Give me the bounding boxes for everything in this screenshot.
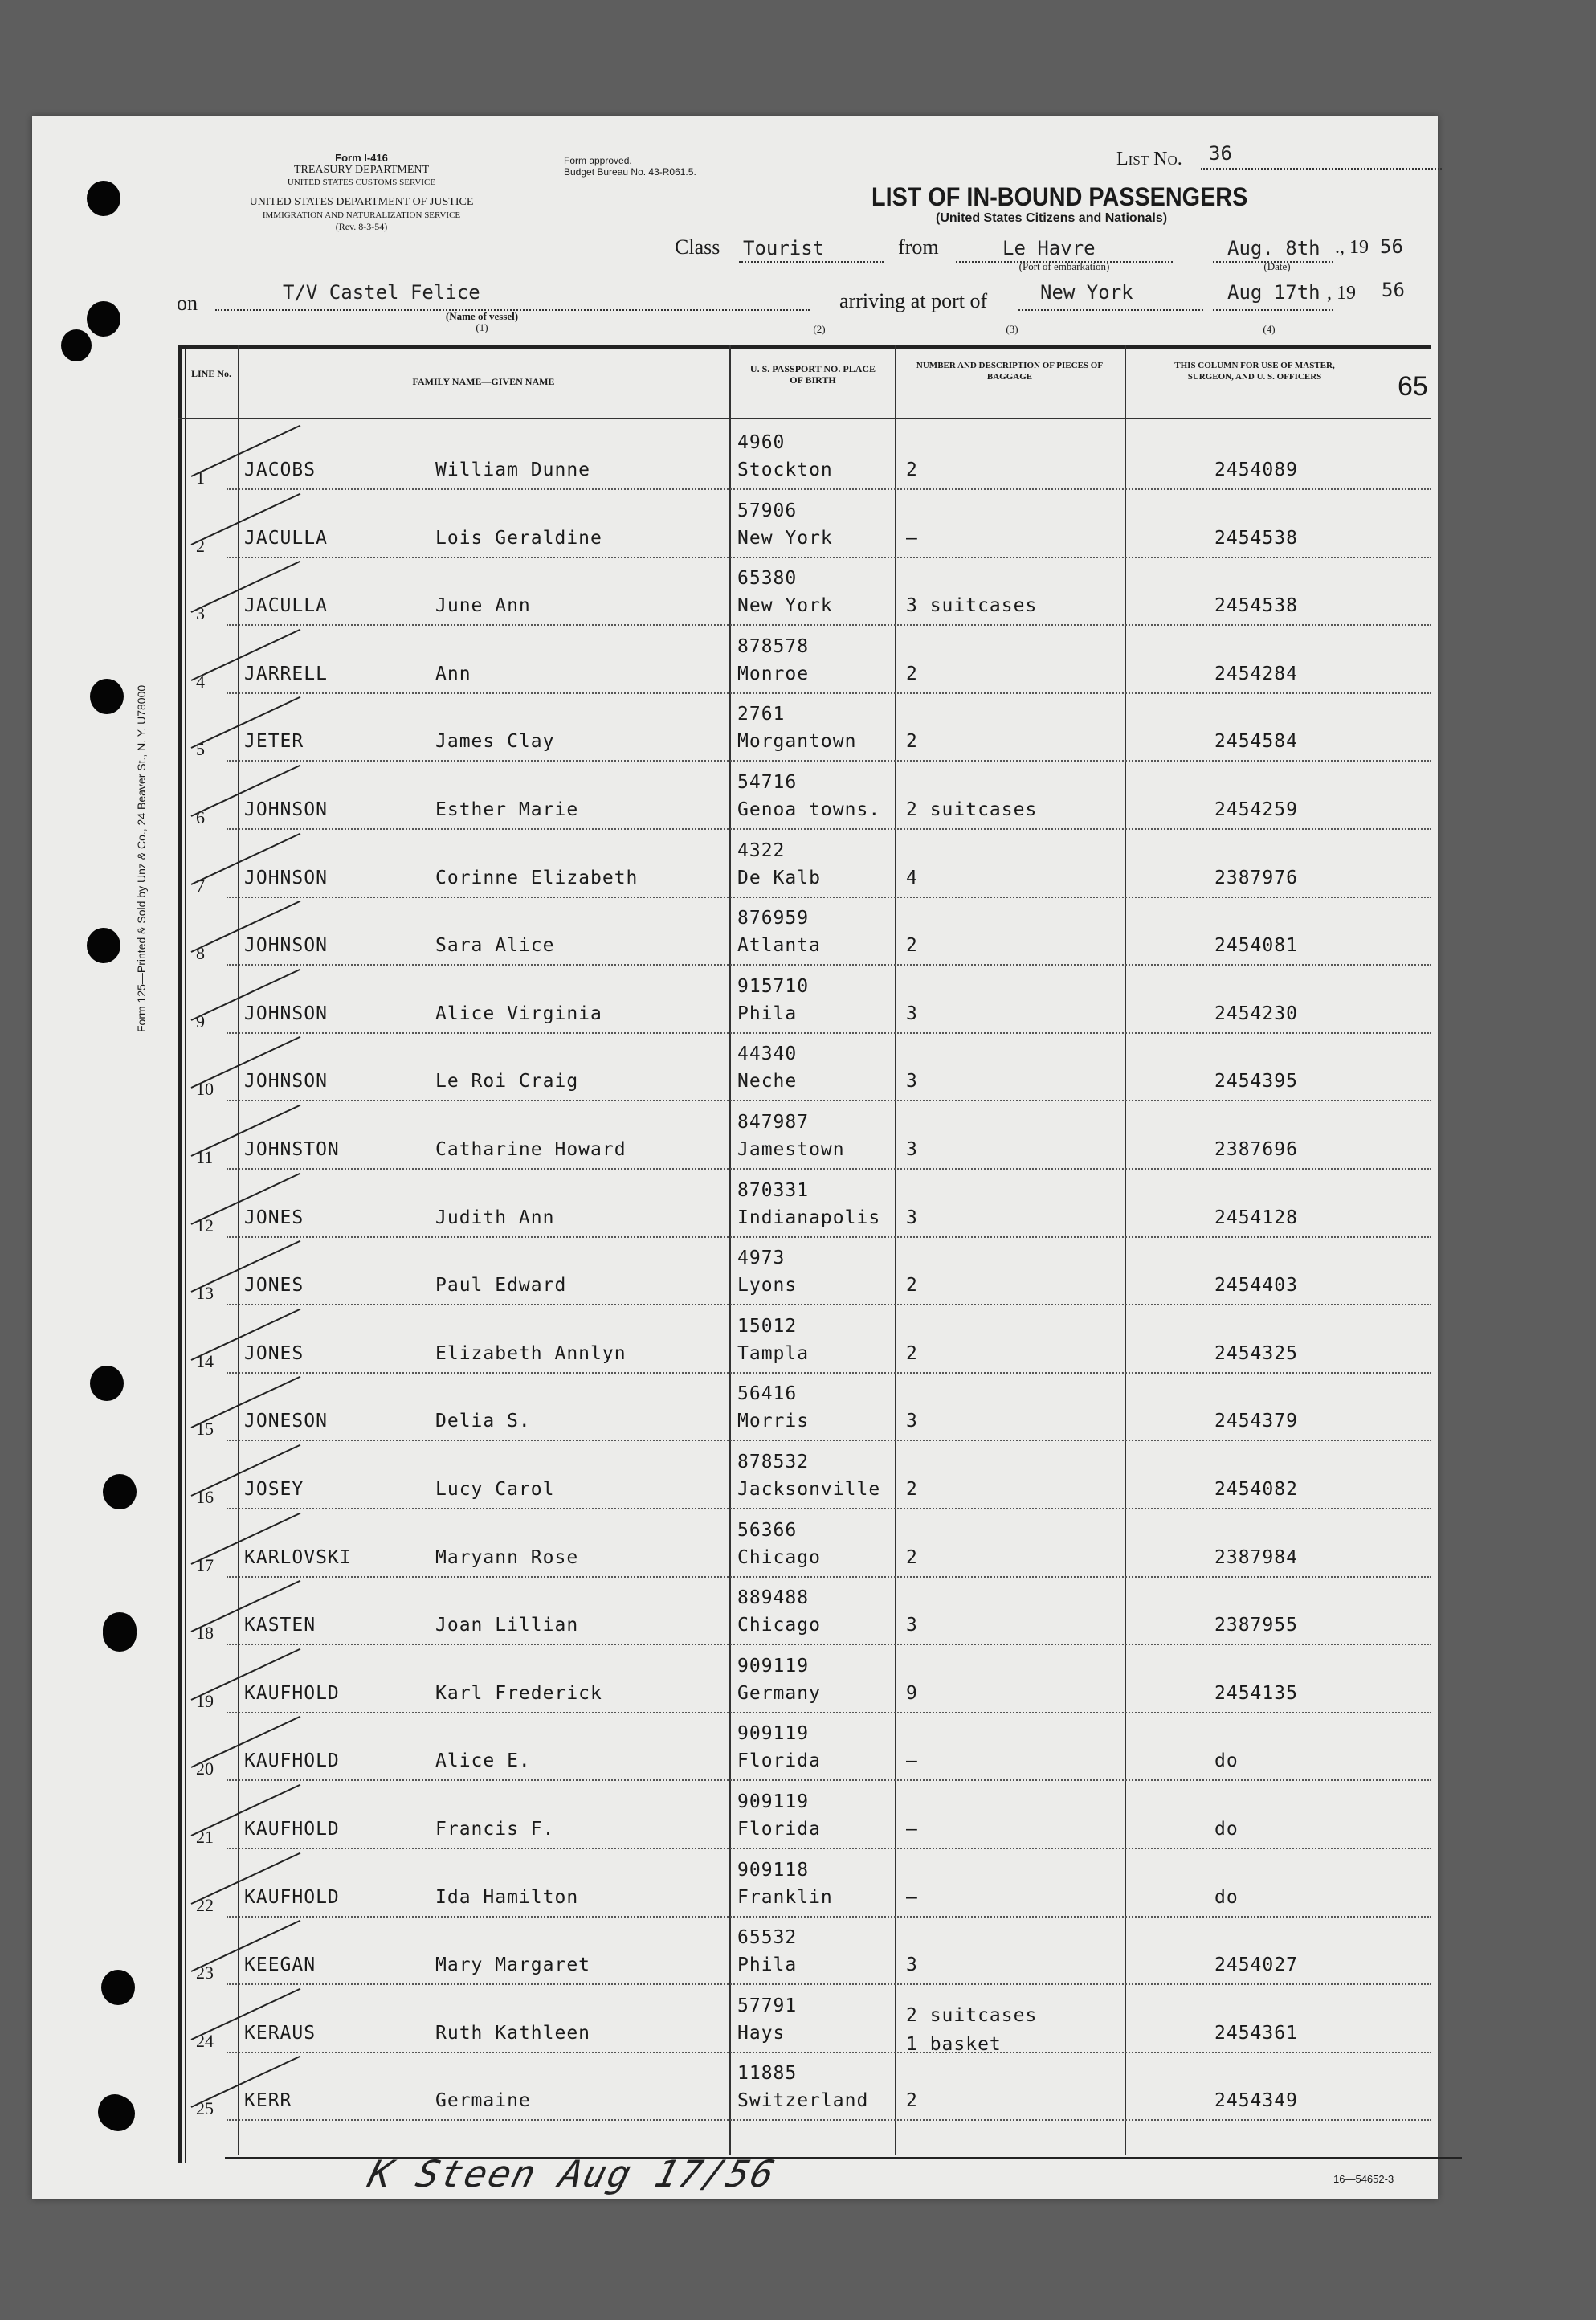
given-name: Paul Edward	[435, 1275, 567, 1297]
header-passport: U. S. PASSPORT NO. PLACE OF BIRTH	[749, 363, 876, 386]
binder-hole	[87, 301, 120, 337]
family-name: JONESON	[244, 1411, 328, 1432]
passport-number: 909119	[737, 1655, 810, 1677]
family-name: KEEGAN	[244, 1954, 316, 1976]
officer-code: 2454395	[1214, 1071, 1298, 1093]
table-row	[178, 762, 1431, 830]
binder-hole	[90, 1366, 124, 1401]
family-name: KAUFHOLD	[244, 1682, 340, 1704]
binder-hole	[101, 1970, 135, 2005]
place-of-birth: Indianapolis	[737, 1207, 881, 1228]
passport-number: 915710	[737, 975, 810, 997]
table-row	[178, 1782, 1431, 1849]
baggage: 3	[906, 1411, 918, 1432]
passport-number: 909119	[737, 1791, 810, 1812]
given-name: Elizabeth Annlyn	[435, 1342, 627, 1364]
page-subtitle: (United States Citizens and Nationals)	[936, 211, 1168, 225]
approved-label: Form approved.	[564, 155, 632, 166]
family-name: JETER	[244, 731, 304, 753]
place-of-birth: Chicago	[737, 1615, 821, 1636]
footer-code: 16—54652-3	[1333, 2173, 1394, 2185]
line-number: 3	[196, 603, 205, 624]
given-name: Lucy Carol	[435, 1479, 555, 1500]
officer-code: 2454361	[1214, 2022, 1298, 2044]
place-of-birth: Lyons	[737, 1275, 798, 1297]
place-of-birth: Jamestown	[737, 1139, 845, 1160]
table-row	[178, 1034, 1431, 1101]
place-of-birth: Chicago	[737, 1546, 821, 1568]
passport-number: 847987	[737, 1112, 810, 1133]
list-no-value: 36	[1209, 142, 1232, 165]
family-name: JACOBS	[244, 460, 316, 480]
officer-code: 2454349	[1214, 2090, 1298, 2112]
given-name: Alice E.	[435, 1750, 531, 1772]
table-row	[178, 1713, 1431, 1781]
baggage: 3	[906, 1139, 918, 1160]
passport-number: 56366	[737, 1519, 798, 1541]
date-caption: (Date)	[1263, 260, 1291, 272]
family-name: JOHNSTON	[244, 1139, 340, 1160]
given-name: Ida Hamilton	[435, 1886, 579, 1908]
officer-code: 2454584	[1214, 731, 1298, 753]
passport-number: 4322	[737, 839, 786, 861]
passport-number: 878578	[737, 635, 810, 657]
officer-code: 2387976	[1214, 867, 1298, 888]
table-row	[178, 1510, 1431, 1578]
line-number: 23	[196, 1963, 214, 1983]
place-of-birth: Switzerland	[737, 2090, 869, 2112]
officer-code: 2454128	[1214, 1207, 1298, 1228]
line-number: 15	[196, 1419, 214, 1440]
given-name: Karl Frederick	[435, 1682, 602, 1704]
place-of-birth: Stockton	[737, 460, 833, 480]
officer-code: 2454538	[1214, 595, 1298, 617]
family-name: JOHNSON	[244, 799, 328, 820]
officer-code: do	[1214, 1750, 1239, 1772]
place-of-birth: Atlanta	[737, 935, 821, 957]
line-number: 24	[196, 2030, 214, 2051]
officer-code: 2454284	[1214, 663, 1298, 684]
table-row	[178, 966, 1431, 1034]
header-officers: THIS COLUMN FOR USE OF MASTER, SURGEON, AND U. S. OFFICERS	[1174, 361, 1335, 382]
passport-number: 909119	[737, 1723, 810, 1745]
vessel-caption: (Name of vessel)	[445, 310, 519, 322]
given-name: Judith Ann	[435, 1207, 555, 1228]
table-row	[178, 1306, 1431, 1374]
table-row	[178, 1374, 1431, 1441]
place-of-birth: Hays	[737, 2022, 786, 2044]
header-name: FAMILY NAME—GIVEN NAME	[412, 376, 555, 387]
place-of-birth: Tampla	[737, 1342, 810, 1364]
family-name: JONES	[244, 1275, 304, 1297]
form-number: Form I-416	[335, 152, 388, 164]
table-row	[178, 1238, 1431, 1305]
officer-code: 2454027	[1214, 1954, 1298, 1976]
family-name: JOHNSON	[244, 867, 328, 888]
table-row	[178, 831, 1431, 898]
given-name: Francis F.	[435, 1819, 555, 1840]
place-of-birth: Phila	[737, 1003, 798, 1024]
given-name: Mary Margaret	[435, 1954, 591, 1976]
form-page	[32, 116, 1438, 2199]
place-of-birth: Franklin	[737, 1886, 833, 1908]
binder-hole	[87, 928, 120, 963]
from-label: from	[898, 235, 939, 259]
line-number: 19	[196, 1690, 214, 1711]
given-name: Corinne Elizabeth	[435, 867, 639, 888]
officer-code: 2454082	[1214, 1479, 1298, 1500]
place-of-birth: Genoa towns.	[737, 799, 881, 820]
passport-number: 65380	[737, 568, 798, 590]
place-of-birth: Florida	[737, 1819, 821, 1840]
passport-number: 65532	[737, 1927, 798, 1949]
baggage: 2	[906, 731, 918, 753]
page-title: LIST OF IN-BOUND PASSENGERS	[871, 182, 1248, 211]
given-name: Catharine Howard	[435, 1139, 627, 1160]
page-number: 65	[1398, 371, 1428, 402]
passport-number: 909118	[737, 1859, 810, 1881]
baggage: 3	[906, 1071, 918, 1093]
baggage: 2	[906, 1275, 918, 1297]
family-name: JONES	[244, 1342, 304, 1364]
given-name: Joan Lillian	[435, 1615, 579, 1636]
table-row	[178, 558, 1431, 626]
baggage: 2	[906, 1546, 918, 1568]
officer-code: 2454089	[1214, 460, 1298, 480]
officer-code: 2454135	[1214, 1682, 1298, 1704]
line-number: 6	[196, 807, 205, 827]
binder-hole	[87, 181, 120, 216]
given-name: William Dunne	[435, 460, 591, 480]
baggage: 3	[906, 1207, 918, 1228]
table-row	[178, 627, 1431, 694]
revision: (Rev. 8-3-54)	[335, 221, 388, 232]
family-name: JOHNSON	[244, 1003, 328, 1024]
baggage: 2	[906, 1479, 918, 1500]
line-number: 8	[196, 943, 205, 964]
place-of-birth: Jacksonville	[737, 1479, 881, 1500]
given-name: Le Roi Craig	[435, 1071, 579, 1093]
given-name: Esther Marie	[435, 799, 579, 820]
line-number: 14	[196, 1350, 214, 1371]
table-row	[178, 491, 1431, 558]
line-number: 20	[196, 1758, 214, 1779]
arrival-year-prefix: , 19	[1327, 283, 1356, 304]
passport-number: 878532	[737, 1452, 810, 1472]
family-name: KERR	[244, 2090, 292, 2112]
given-name: Sara Alice	[435, 935, 555, 957]
budget-bureau: Budget Bureau No. 43-R061.5.	[564, 166, 696, 178]
printer-imprint: Form 125—Printed & Sold by Unz & Co., 24 Beaver St., N. Y. U78000	[135, 684, 148, 1032]
officer-code: 2454379	[1214, 1411, 1298, 1432]
table-row	[178, 423, 1431, 490]
officer-code: 2387984	[1214, 1546, 1298, 1568]
baggage: 2	[906, 935, 918, 957]
passport-number: 15012	[737, 1315, 798, 1337]
passport-number: 57906	[737, 500, 798, 521]
officer-code: 2454081	[1214, 935, 1298, 957]
passport-number: 876959	[737, 908, 810, 929]
baggage: 2	[906, 460, 918, 480]
baggage: 3	[906, 1003, 918, 1024]
place-of-birth: Germany	[737, 1682, 821, 1704]
place-of-birth: Morris	[737, 1411, 810, 1432]
departure-year: 56	[1380, 235, 1403, 258]
place-of-birth: Morgantown	[737, 731, 857, 753]
family-name: JARRELL	[244, 663, 328, 684]
handwritten-note: K Steen Aug 17/56	[364, 2152, 781, 2195]
line-number: 7	[196, 875, 205, 896]
baggage: —	[906, 1819, 918, 1840]
family-name: JONES	[244, 1207, 304, 1228]
family-name: KERAUS	[244, 2022, 316, 2044]
passport-number: 4973	[737, 1248, 786, 1269]
line-number: 21	[196, 1827, 214, 1847]
line-number: 16	[196, 1487, 214, 1507]
family-name: JOHNSON	[244, 1071, 328, 1093]
passport-number: 11885	[737, 2063, 798, 2085]
table-row	[178, 898, 1431, 966]
arrival-year: 56	[1382, 279, 1405, 301]
caption-3: (3)	[1006, 323, 1018, 335]
table-row	[178, 1918, 1431, 1985]
on-label: on	[177, 292, 198, 315]
place-of-birth: Neche	[737, 1071, 798, 1093]
baggage: 3	[906, 1615, 918, 1636]
officer-code: 2454259	[1214, 799, 1298, 820]
baggage: 2 suitcases	[906, 2004, 1038, 2026]
line-number: 13	[196, 1283, 214, 1304]
baggage: 3	[906, 1954, 918, 1976]
caption-1: (1)	[476, 321, 488, 333]
table-row	[178, 1850, 1431, 1918]
place-of-birth: New York	[737, 595, 833, 617]
baggage: 3 suitcases	[906, 595, 1038, 617]
baggage: 9	[906, 1682, 918, 1704]
place-of-birth: Florida	[737, 1750, 821, 1772]
baggage: 2 suitcases	[906, 799, 1038, 820]
family-name: JACULLA	[244, 527, 328, 549]
baggage: 4	[906, 867, 918, 888]
passport-number: 54716	[737, 772, 798, 793]
port-embarkation: Le Havre	[1002, 237, 1096, 259]
given-name: Germaine	[435, 2090, 531, 2112]
table-row	[178, 694, 1431, 762]
baggage-extra: 1 basket	[906, 2033, 1002, 2055]
family-name: KAUFHOLD	[244, 1819, 340, 1840]
baggage: —	[906, 1886, 918, 1908]
place-of-birth: Monroe	[737, 663, 810, 684]
family-name: KAUFHOLD	[244, 1750, 340, 1772]
line-number: 18	[196, 1623, 214, 1644]
binder-hole	[103, 1474, 137, 1509]
line-number: 9	[196, 1011, 205, 1031]
officer-code: 2454230	[1214, 1003, 1298, 1024]
family-name: KASTEN	[244, 1615, 316, 1636]
header-baggage: NUMBER AND DESCRIPTION OF PIECES OF BAGGAGE	[916, 361, 1104, 382]
given-name: Lois Geraldine	[435, 527, 602, 549]
line-number: 11	[196, 1147, 214, 1167]
caption-2: (2)	[813, 323, 826, 335]
line-number: 10	[196, 1079, 214, 1100]
line-number: 22	[196, 1894, 214, 1915]
list-no-label: List No.	[1116, 149, 1182, 170]
class-value: Tourist	[743, 237, 825, 259]
dept-justice: UNITED STATES DEPARTMENT OF JUSTICE	[249, 196, 474, 208]
officer-code: 2454325	[1214, 1342, 1298, 1364]
given-name: Ruth Kathleen	[435, 2022, 591, 2044]
baggage: —	[906, 527, 918, 549]
class-label: Class	[675, 235, 720, 259]
family-name: JOHNSON	[244, 935, 328, 957]
binder-hole	[103, 1616, 137, 1652]
row-rule	[227, 2119, 1431, 2121]
family-name: KAUFHOLD	[244, 1886, 340, 1908]
given-name: Maryann Rose	[435, 1546, 579, 1568]
family-name: JOSEY	[244, 1479, 304, 1500]
given-name: Ann	[435, 663, 471, 684]
departure-date: Aug. 8th	[1227, 237, 1320, 259]
table-row	[178, 1578, 1431, 1645]
line-number: 17	[196, 1554, 214, 1575]
binder-hole	[98, 2094, 132, 2130]
binder-hole	[90, 679, 124, 714]
passport-number: 56416	[737, 1383, 798, 1405]
year-prefix: ., 19	[1335, 237, 1369, 258]
passport-number: 870331	[737, 1179, 810, 1201]
table-row	[178, 1102, 1431, 1170]
officer-code: 2387955	[1214, 1615, 1298, 1636]
officer-code: do	[1214, 1886, 1239, 1908]
line-number: 2	[196, 535, 205, 556]
officer-code: 2454403	[1214, 1275, 1298, 1297]
arriving-label: arriving at port of	[839, 289, 988, 312]
given-name: Alice Virginia	[435, 1003, 602, 1024]
binder-hole	[61, 329, 92, 361]
family-name: KARLOVSKI	[244, 1546, 352, 1568]
table-row	[178, 2053, 1431, 2121]
passport-number: 2761	[737, 704, 786, 725]
line-number: 12	[196, 1215, 214, 1236]
table-row	[178, 1986, 1431, 2053]
caption-4: (4)	[1263, 323, 1276, 335]
dept-customs: UNITED STATES CUSTOMS SERVICE	[287, 178, 436, 187]
header-line-no: LINE No.	[190, 368, 231, 379]
table-row	[178, 1646, 1431, 1713]
officer-code: 2387696	[1214, 1139, 1298, 1160]
baggage: 2	[906, 663, 918, 684]
officer-code: 2454538	[1214, 527, 1298, 549]
given-name: Delia S.	[435, 1411, 531, 1432]
given-name: June Ann	[435, 595, 531, 617]
arrival-port: New York	[1040, 281, 1133, 304]
place-of-birth: Phila	[737, 1954, 798, 1976]
family-name: JACULLA	[244, 595, 328, 617]
port-embark-caption: (Port of embarkation)	[1018, 260, 1110, 272]
baggage: —	[906, 1750, 918, 1772]
table-row	[178, 1170, 1431, 1238]
line-number: 1	[196, 468, 205, 488]
passenger-table	[178, 345, 1431, 2163]
passport-number: 889488	[737, 1587, 810, 1609]
place-of-birth: De Kalb	[737, 867, 821, 888]
given-name: James Clay	[435, 731, 555, 753]
arrival-date: Aug 17th	[1227, 281, 1320, 304]
passport-number: 4960	[737, 432, 786, 453]
line-number: 4	[196, 671, 205, 692]
officer-code: do	[1214, 1819, 1239, 1840]
vessel-name: T/V Castel Felice	[283, 281, 480, 304]
passport-number: 44340	[737, 1044, 798, 1065]
dept-treasury: TREASURY DEPARTMENT	[293, 164, 430, 176]
place-of-birth: New York	[737, 527, 833, 549]
dept-ins: IMMIGRATION AND NATURALIZATION SERVICE	[262, 210, 461, 220]
baggage: 2	[906, 2090, 918, 2112]
passport-number: 57791	[737, 1995, 798, 2016]
table-row	[178, 1442, 1431, 1509]
line-number: 5	[196, 739, 205, 760]
line-number: 25	[196, 2098, 214, 2119]
baggage: 2	[906, 1342, 918, 1364]
